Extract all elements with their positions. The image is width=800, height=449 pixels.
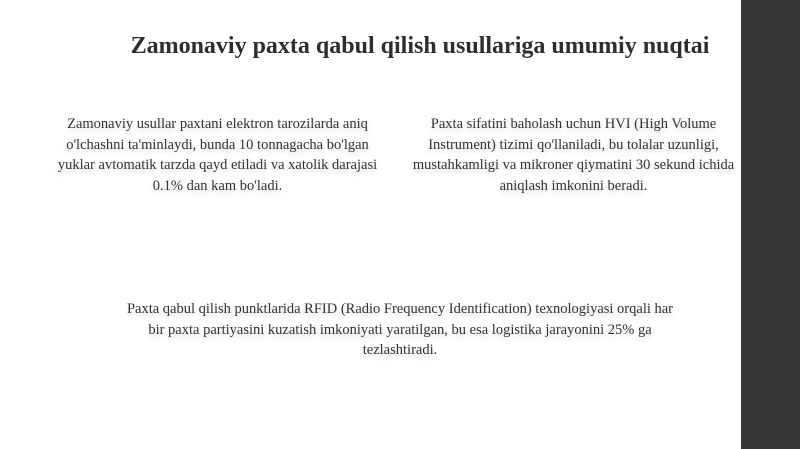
slide-title: Zamonaviy paxta qabul qilish usullariga umumiy nuqtai (130, 33, 710, 59)
paragraph-electronic-scales: Zamonaviy usullar paxtani elektron tarozilarda aniq o'lchashni ta'minlaydi, bunda 10 tonnagacha bo'lgan yuklar avtomatik tarzda qayd etiladi va xatolik darajasi 0.1% dan kam bo'ladi. (57, 116, 378, 194)
paragraph-rfid-technology: Paxta qabul qilish punktlarida RFID (Radio Frequency Identification) texnologiyasi orqali har bir paxta partiyasini kuzatish imkoniyati yaratilgan, bu esa logistika jarayonini 25% ga tezlashtiradi. (126, 301, 674, 358)
decorative-side-bar (741, 0, 800, 449)
paragraph-hvi-system: Paxta sifatini baholash uchun HVI (High Volume Instrument) tizimi qo'llaniladi, bu tolalar uzunligi, mustahkamligi va mikroner qiymatini 30 sekund ichida aniqlash imkonini beradi. (412, 116, 735, 194)
